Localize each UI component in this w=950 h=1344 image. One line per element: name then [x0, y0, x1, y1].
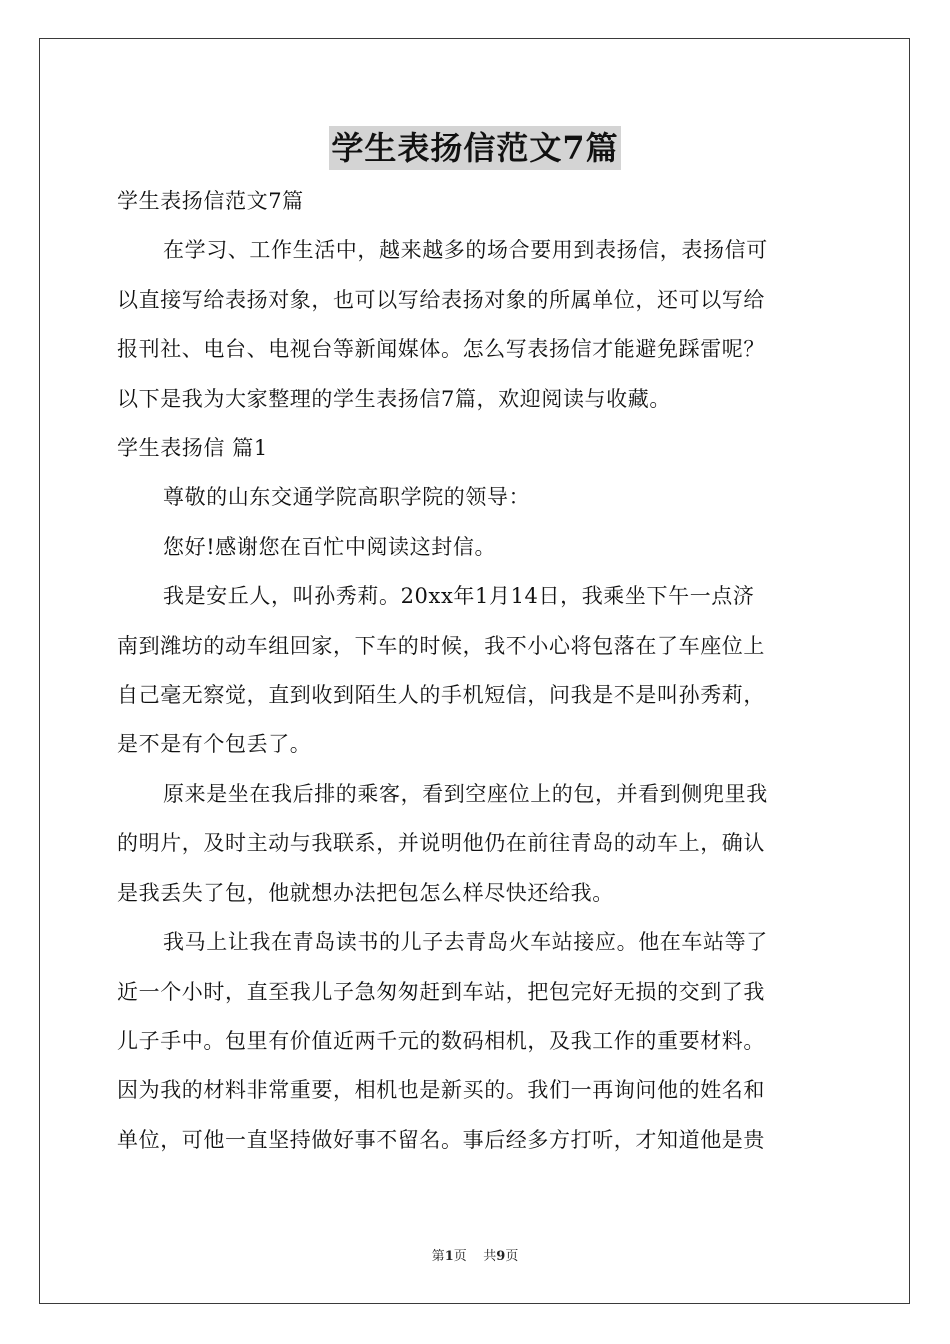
paragraph-line: 单位，可他一直坚持做好事不留名。事后经多方打听，才知道他是贵	[117, 1127, 765, 1152]
paragraph-line: 我是安丘人，叫孙秀莉。20xx年1月14日，我乘坐下午一点济	[163, 584, 755, 609]
footer-prefix: 第	[431, 1249, 445, 1264]
greeting-line: 您好!感谢您在百忙中阅读这封信。	[163, 534, 497, 559]
footer-middle: 页 共	[453, 1249, 497, 1264]
paragraph-line: 近一个小时，直至我儿子急匆匆赶到车站，把包完好无损的交到了我	[117, 979, 765, 1004]
page-footer	[0, 1245, 950, 1264]
document-title: 学生表扬信范文7篇	[329, 126, 620, 170]
paragraph-line: 南到潍坊的动车组回家，下车的时候，我不小心将包落在了车座位上	[117, 633, 765, 658]
paragraph-line: 原来是坐在我后排的乘客，看到空座位上的包，并看到侧兜里我	[163, 781, 768, 806]
footer-suffix: 页	[505, 1249, 519, 1264]
total-page-count: 9	[496, 1249, 506, 1264]
paragraph-line: 是我丢失了包，他就想办法把包怎么样尽快还给我。	[117, 880, 614, 905]
paragraph-line: 以直接写给表扬对象，也可以写给表扬对象的所属单位，还可以写给	[117, 287, 765, 312]
paragraph-line: 我马上让我在青岛读书的儿子去青岛火车站接应。他在车站等了	[163, 930, 768, 955]
subtitle-line: 学生表扬信范文7篇	[117, 189, 304, 213]
document-body	[117, 177, 837, 1165]
paragraph-line: 在学习、工作生活中，越来越多的场合要用到表扬信，表扬信可	[163, 238, 768, 263]
paragraph-line: 以下是我为大家整理的学生表扬信7篇，欢迎阅读与收藏。	[117, 386, 671, 411]
section-heading: 学生表扬信 篇1	[117, 436, 268, 461]
paragraph-line: 自己毫无察觉，直到收到陌生人的手机短信，问我是不是叫孙秀莉，	[117, 683, 765, 708]
paragraph-line: 的明片，及时主动与我联系，并说明他仍在前往青岛的动车上，确认	[117, 831, 765, 856]
paragraph-line: 儿子手中。包里有价值近两千元的数码相机，及我工作的重要材料。	[117, 1028, 765, 1053]
salutation-line: 尊敬的山东交通学院高职学院的领导：	[163, 485, 531, 510]
paragraph-line: 因为我的材料非常重要，相机也是新买的。我们一再询问他的姓名和	[117, 1078, 765, 1103]
paragraph-line: 是不是有个包丢了。	[117, 732, 312, 757]
title-container	[0, 126, 950, 170]
paragraph-line: 报刊社、电台、电视台等新闻媒体。怎么写表扬信才能避免踩雷呢？	[117, 337, 765, 362]
current-page-number: 1	[444, 1249, 454, 1264]
